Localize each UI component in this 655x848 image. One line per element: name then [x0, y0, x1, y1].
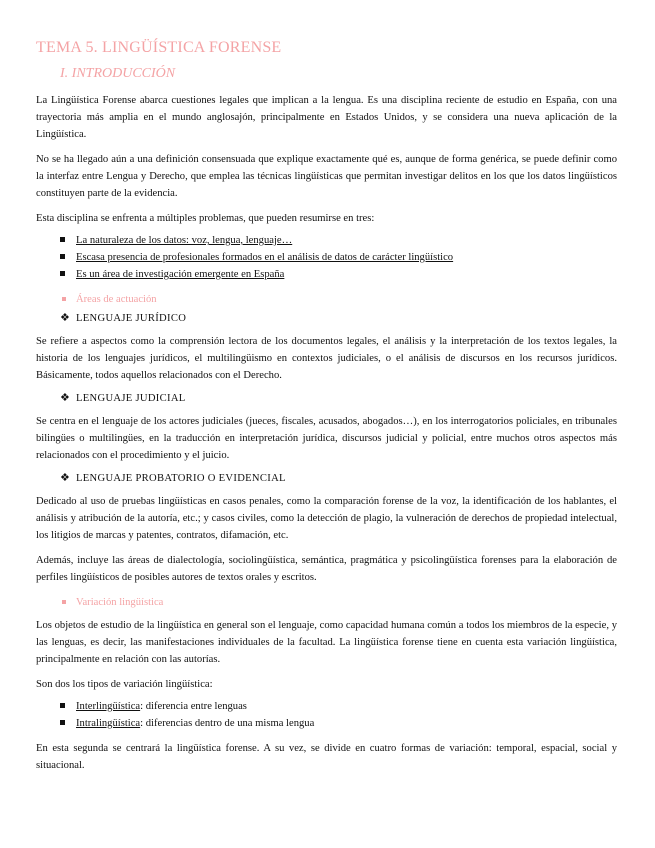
intro-paragraph-2-text: No se ha llegado aún a una definición consensuada que explique exactamente qué es, aunque de forma genérica, se puede definir como la interfaz entre Lengua y Derecho, que emplea las técnicas lingüísticas que permitan investigar delitos en los que los datos lingüísticos constituyen parte de la evidencia. [36, 154, 617, 199]
intro-paragraph-2 [36, 151, 617, 202]
probatorio-paragraph-1 [36, 493, 617, 544]
problem-3: Es un área de investigación emergente en España [76, 269, 285, 280]
subheading-variacion-label: Variación lingüística [76, 597, 164, 608]
document-title: TEMA 5. LINGÜÍSTICA FORENSE [36, 39, 282, 56]
variation-types-list [36, 698, 617, 732]
heading-lenguaje-judicial-label: LENGUAJE JUDICIAL [76, 393, 186, 404]
probatorio-paragraph-2-text: Además, incluye las áreas de dialectología, sociolingüística, semántica, pragmática y psicolingüística forenses para la elaboración de perfiles lingüísticos de posibles autores de textos orales y escritos. [36, 555, 617, 583]
diamond-bullet-icon: ❖ [60, 472, 71, 484]
list-item [36, 266, 617, 283]
problem-2: Escasa presencia de profesionales formados en el análisis de datos de carácter lingüístico [76, 252, 454, 263]
variacion-paragraph-2 [36, 676, 617, 693]
juridico-paragraph-text: Se refiere a aspectos como la comprensión lectora de los documentos legales, el análisis y la interpretación de los textos legales, la historia de los lenguajes jurídicos, el multilingüismo en contextos judiciales, o el análisis de discursos en los recursos jurídicos. Básicamente, todos aquellos relacionados con el Derecho. [36, 336, 617, 381]
variation-type-desc: : diferencias dentro de una misma lengua [140, 718, 315, 729]
variation-type-term: Interlingüística [76, 701, 141, 712]
diamond-bullet-icon: ❖ [60, 312, 71, 324]
variacion-paragraph-1 [36, 617, 617, 668]
intro-paragraph-1-text: La Lingüística Forense abarca cuestiones legales que implican a la lengua. Es una disciplina reciente de estudio en España, con una trayectoria más amplia en el mundo anglosajón, principalmente en Estados Unidos, y se considera una nueva aplicación de la Lingüística. [36, 95, 617, 140]
heading-lenguaje-juridico-label: LENGUAJE JURÍDICO [76, 313, 187, 324]
judicial-paragraph-text: Se centra en el lenguaje de los actores judiciales (jueces, fiscales, acusados, abogados…), en los interrogatorios policiales, en tribunales bilingües o multilingües, en la traducción en interpretación jurídica, discursos judicial y policial, entre muchos otros aspectos más relacionados con el procedimiento y el juicio. [36, 416, 617, 461]
judicial-paragraph [36, 413, 617, 464]
variacion-paragraph-3-text: En esta segunda se centrará la lingüística forense. A su vez, se divide en cuatro formas de variación: temporal, espacial, social y situacional. [36, 743, 617, 771]
intro-paragraph-3-text: Esta disciplina se enfrenta a múltiples problemas, que pueden resumirse en tres: [36, 213, 375, 224]
juridico-paragraph [36, 333, 617, 384]
subheading-variacion [36, 594, 617, 612]
variation-type-term: Intralingüística [76, 718, 141, 729]
subheading-areas-label: Áreas de actuación [76, 294, 157, 305]
section-heading-introduccion: I. INTRODUCCIÓN [60, 66, 176, 81]
diamond-bullet-icon: ❖ [60, 392, 71, 404]
heading-lenguaje-probatorio [36, 469, 617, 488]
variacion-paragraph-1-text: Los objetos de estudio de la lingüística en general son el lenguaje, como capacidad humana común a todos los miembros de la especie, y las lenguas, es decir, las manifestaciones individuales de la facultad. La lingüística forense tiene en cuenta esta variación lingüística, principalmente en relación con las autorías. [36, 620, 617, 665]
variacion-paragraph-2-text: Son dos los tipos de variación lingüística: [36, 679, 213, 690]
heading-lenguaje-probatorio-label: LENGUAJE PROBATORIO O EVIDENCIAL [76, 473, 286, 484]
heading-lenguaje-juridico [36, 309, 617, 328]
list-item [36, 249, 617, 266]
problem-1: La naturaleza de los datos: voz, lengua, lenguaje… [76, 235, 293, 246]
variation-type-desc: : diferencia entre lenguas [140, 701, 247, 712]
document-page [36, 38, 617, 774]
subheading-areas [36, 291, 617, 309]
variacion-paragraph-3 [36, 740, 617, 774]
heading-lenguaje-judicial [36, 389, 617, 408]
intro-paragraph-3 [36, 210, 617, 227]
list-item [36, 715, 617, 732]
list-item [36, 698, 617, 715]
intro-paragraph-1 [36, 92, 617, 143]
problems-list [36, 232, 617, 283]
probatorio-paragraph-2 [36, 552, 617, 586]
list-item [36, 232, 617, 249]
probatorio-paragraph-1-text: Dedicado al uso de pruebas lingüísticas en casos penales, como la comparación forense de la voz, la identificación de los hablantes, el análisis y atribución de la autoría, etc.; y casos civiles, como la detección de plagio, la vulneración de derechos de propiedad intelectual, los litigios de marcas y patentes, contratos, difamación, etc. [36, 496, 617, 541]
